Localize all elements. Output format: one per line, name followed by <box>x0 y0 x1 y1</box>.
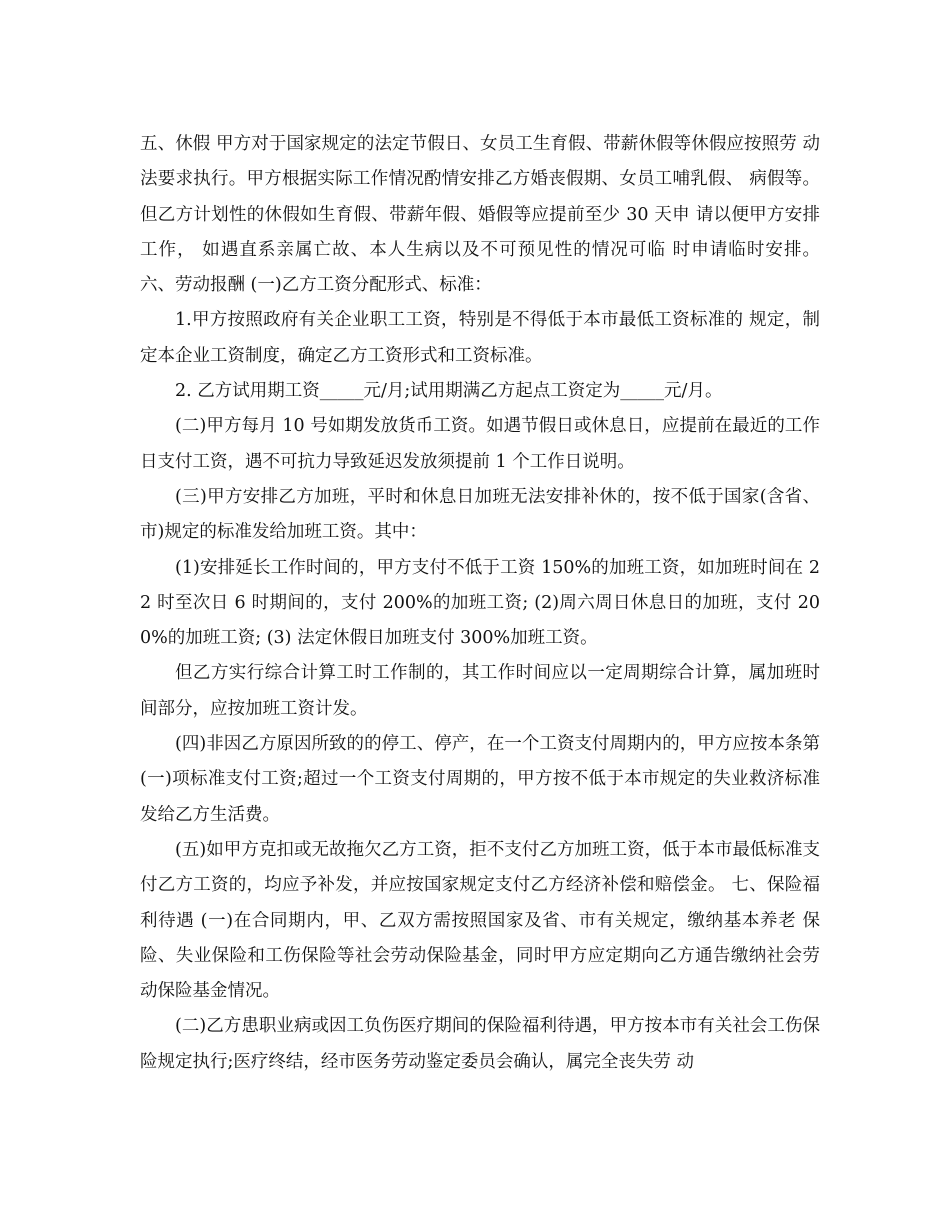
paragraph-probation-wage: 2. 乙方试用期工资_____元/月;试用期满乙方起点工资定为_____元/月。 <box>175 381 723 402</box>
paragraph-vacation: 五、休假 甲方对于国家规定的法定节假日、女员工生育假、带薪休假等休假应按照劳 动法要求执行。甲方根据实际工作情况酌情安排乙方婚丧假期、女员工哺乳假、 病假等。但乙方计划性的休假如生育假、带薪年假、婚假等应提前至少 30 天申 请以便甲方安排工作， 如遇直系亲属亡故、本人生病以及不可预见性的情况可临 时申请临时安排。 六、劳动报酬 (一)乙方工资分配形式、标准： <box>140 134 820 296</box>
paragraph-comprehensive-hours: 但乙方实行综合计算工时工作制的，其工作时间应以一定周期综合计算，属加班时间部分，应按加班工资计发。 <box>140 663 820 719</box>
document-body <box>140 127 820 1080</box>
paragraph-overtime-rates: (1)安排延长工作时间的，甲方支付不低于工资 150%的加班工资，如加班时间在 22 时至次日 6 时期间的，支付 200%的加班工资; (2)周六周日休息日的加班，支付 200%的加班工资; (3) 法定休假日加班支付 300%加班工资。 <box>140 557 820 649</box>
paragraph-occupational-injury: (二)乙方患职业病或因工负伤医疗期间的保险福利待遇，甲方按本市有关社会工伤保险规定执行;医疗终结，经市医务劳动鉴定委员会确认，属完全丧失劳 动 <box>140 1016 820 1072</box>
paragraph-wage-arrears-insurance: (五)如甲方克扣或无故拖欠乙方工资，拒不支付乙方加班工资，低于本市最低标准支付乙方工资的，均应予补发，并应按国家规定支付乙方经济补偿和赔偿金。 七、保险福利待遇 (一)在合同期内，甲、乙双方需按照国家及省、市有关规定，缴纳基本养老 保险、失业保险和工伤保险等社会劳动保险基金，同时甲方应定期向乙方通告缴纳社会劳动保险基金情况。 <box>140 839 820 1002</box>
paragraph-wage-policy: 1.甲方按照政府有关企业职工工资，特别是不得低于本市最低工资标准的 规定，制定本企业工资制度，确定乙方工资形式和工资标准。 <box>140 310 820 366</box>
paragraph-payday: (二)甲方每月 10 号如期发放货币工资。如遇节假日或休息日，应提前在最近的工作日支付工资，遇不可抗力导致延迟发放须提前 1 个工作日说明。 <box>140 416 820 472</box>
paragraph-work-stoppage: (四)非因乙方原因所致的的停工、停产，在一个工资支付周期内的，甲方应按本条第(一)项标准支付工资;超过一个工资支付周期的，甲方按不低于本市规定的失业救济标准发给乙方生活费。 <box>140 734 820 825</box>
paragraph-overtime-arrangement: (三)甲方安排乙方加班，平时和休息日加班无法安排补休的，按不低于国家(含省、市)规定的标准发给加班工资。其中： <box>140 486 820 543</box>
